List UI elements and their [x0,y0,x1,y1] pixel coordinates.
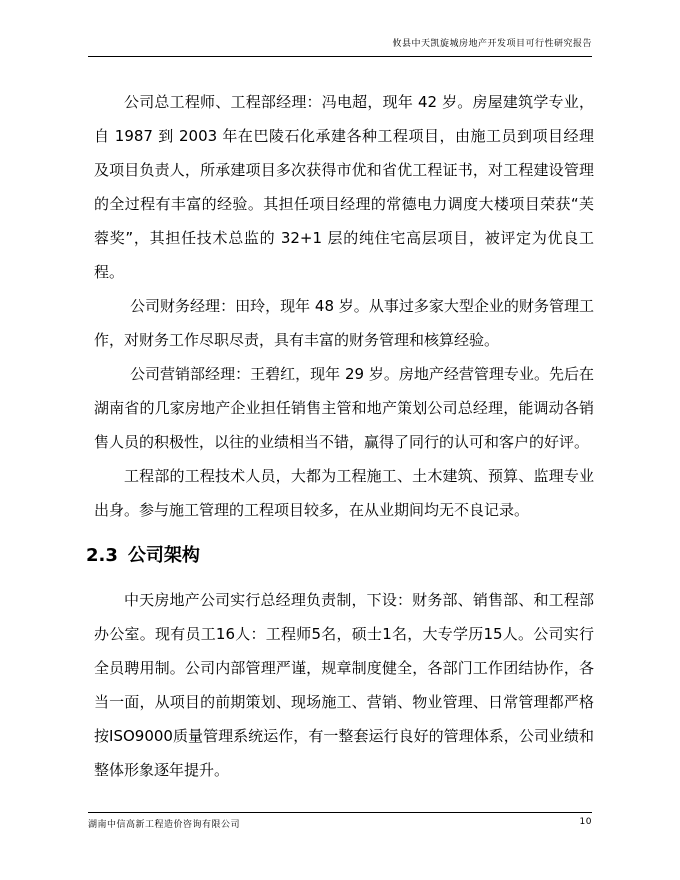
paragraph-company-structure: 中天房地产公司实行总经理负责制，下设：财务部、销售部、和工程部办公室。现有员工16人：工程师5名，硕士1名，大专学历15人。公司实行全员聘用制。公司内部管理严谨，规章制度健全，各部门工作团结协作，各当一面，从项目的前期策划、现场施工、营销、物业管理、日常管理都严格按ISO9000质量管理系统运作，有一整套运行良好的管理体系，公司业绩和整体形象逐年提升。 [94,591,594,779]
page-number: 10 [579,817,592,827]
paragraph-sales-manager: 公司营销部经理：王碧红，现年 29 岁。房地产经营管理专业。先后在湖南省的几家房地产企业担任销售主管和地产策划公司总经理，能调动各销售人员的积极性，以往的业绩相当不错，赢得了同行的认可和客户的好评。 [94,365,594,451]
page-footer [88,812,592,830]
paragraph-chief-engineer: 公司总工程师、工程部经理：冯电超，现年 42 岁。房屋建筑学专业，自 1987 到 2003 年在巴陵石化承建各种工程项目，由施工员到项目经理及项目负责人，所承建项目多次获得市优和省优工程证书，对工程建设管理的全过程有丰富的经验。其担任项目经理的常德电力调度大楼项目荣获“芙蓉奖”，其担任技术总监的 32+1 层的纯住宅高层项目，被评定为优良工程。 [94,93,594,281]
header-title: 攸县中天凯旋城房地产开发项目可行性研究报告 [392,39,592,49]
paragraph-finance-manager: 公司财务经理：田玲，现年 48 岁。从事过多家大型企业的财务管理工作，对财务工作尽职尽责，具有丰富的财务管理和核算经验。 [94,297,594,349]
section-number: 2.3 [86,545,118,566]
footer-company: 湖南中信高新工程造价咨询有限公司 [88,820,241,830]
page-header [88,34,592,57]
document-body [86,85,594,787]
paragraph-engineering-staff: 工程部的工程技术人员，大都为工程施工、土木建筑、预算、监理专业出身。参与施工管理的工程项目较多，在从业期间均无不良记录。 [94,467,594,519]
section-heading [86,539,594,573]
section-title: 公司架构 [127,545,200,566]
